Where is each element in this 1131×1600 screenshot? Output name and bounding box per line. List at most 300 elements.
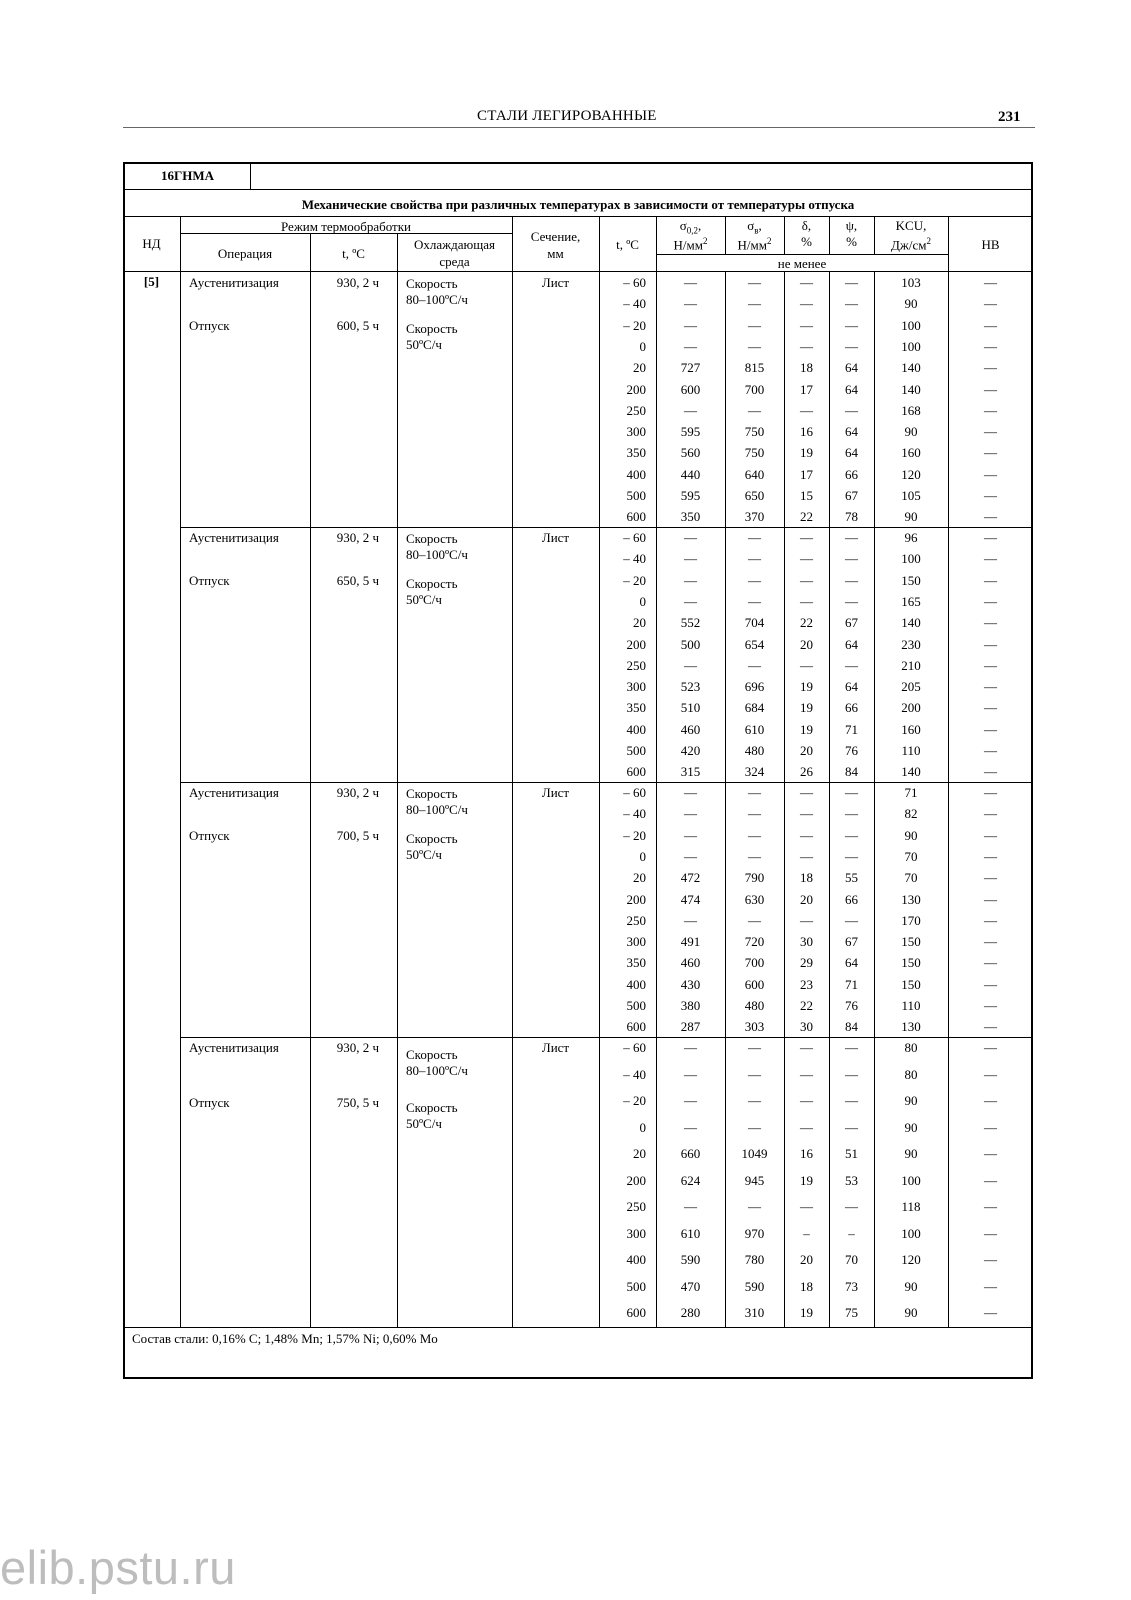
value-sigmab: — — [748, 1040, 761, 1055]
value-delta: 30 — [800, 1019, 813, 1035]
value-kcu: 165 — [901, 593, 921, 609]
cooling-rate-2: Скорость — [406, 576, 458, 591]
value-hb: — — [984, 1252, 997, 1267]
test-temperature: 0 — [639, 848, 646, 864]
header-test-temp: t, ºС — [616, 237, 639, 252]
test-temperature: 20 — [633, 870, 646, 886]
value-psi: 71 — [845, 721, 858, 737]
value-psi: 64 — [845, 381, 858, 397]
operation-tempering: Отпуск — [189, 1095, 230, 1110]
value-kcu: 140 — [901, 615, 921, 631]
value-sigmab: 790 — [744, 870, 765, 886]
value-delta: — — [800, 848, 813, 864]
test-temperature: 400 — [626, 466, 646, 482]
value-sigma02: — — [684, 1199, 697, 1214]
value-sigma02: 552 — [680, 615, 701, 631]
value-psi: 64 — [845, 445, 858, 461]
value-delta: 26 — [800, 764, 813, 780]
value-kcu: 80 — [904, 1040, 918, 1055]
value-hb: — — [984, 636, 997, 652]
test-temperature: 20 — [633, 360, 646, 376]
value-kcu: 110 — [901, 743, 921, 758]
value-hb: — — [984, 1199, 997, 1214]
cooling-rate-2: Скорость — [406, 321, 458, 336]
value-kcu: 130 — [901, 1019, 921, 1035]
value-delta: 20 — [800, 1252, 813, 1267]
value-hb: — — [984, 806, 997, 822]
header-sigma02-1: $\sigma_{0,2}$, — [679, 218, 702, 236]
header-sigma02-2: $Н/мм^2$ — [673, 236, 708, 253]
header-rule — [123, 127, 1035, 128]
value-kcu: 90 — [904, 827, 918, 843]
value-kcu: 170 — [901, 912, 921, 928]
value-sigma02: 474 — [680, 891, 701, 907]
value-psi: 64 — [845, 955, 858, 971]
value-hb: — — [984, 424, 997, 440]
value-psi: 67 — [845, 615, 858, 631]
value-sigma02: 560 — [680, 445, 701, 461]
cooling-rate-1: Скорость — [406, 1047, 458, 1062]
value-psi: — — [845, 530, 858, 545]
header-operation: Операция — [217, 246, 273, 261]
value-sigmab: — — [748, 572, 761, 588]
value-sigma02: 440 — [680, 466, 701, 482]
value-sigma02: — — [684, 572, 697, 588]
value-sigmab: 640 — [744, 466, 765, 482]
value-psi: 76 — [845, 998, 858, 1013]
test-temperature: 250 — [626, 912, 646, 928]
value-psi: — — [845, 593, 858, 609]
value-kcu: 140 — [901, 764, 921, 780]
operation-tempering: Отпуск — [189, 828, 230, 843]
test-temperature: – 40 — [623, 1066, 646, 1082]
value-sigma02: — — [684, 402, 697, 418]
value-sigma02: — — [684, 551, 697, 567]
value-sigma02: 510 — [680, 700, 701, 716]
value-sigmab: — — [748, 402, 761, 418]
value-sigma02: 600 — [680, 381, 701, 397]
value-kcu: 120 — [901, 466, 921, 482]
value-hb: — — [984, 296, 997, 312]
value-delta: 15 — [800, 488, 813, 503]
test-temperature: 20 — [633, 1146, 646, 1161]
value-kcu: 205 — [901, 679, 921, 695]
value-sigma02: 280 — [680, 1305, 701, 1320]
col-line-tt — [397, 233, 398, 1327]
value-delta: — — [800, 551, 813, 567]
value-kcu: 90 — [904, 1146, 918, 1161]
value-hb: — — [984, 1066, 997, 1082]
value-hb: — — [984, 615, 997, 631]
value-sigma02: 595 — [680, 488, 701, 503]
value-sigma02: 430 — [680, 976, 701, 992]
value-hb: — — [984, 998, 997, 1013]
value-sigmab: 704 — [744, 615, 765, 631]
value-psi: — — [845, 1066, 858, 1082]
value-sigmab: — — [748, 338, 761, 354]
test-temperature: – 20 — [623, 827, 646, 843]
value-sigmab: 700 — [744, 955, 765, 971]
header-delta-1: δ, — [801, 218, 812, 233]
value-kcu: 70 — [904, 870, 918, 886]
value-hb: — — [984, 1278, 997, 1294]
value-hb: — — [984, 1093, 997, 1108]
test-temperature: 250 — [626, 402, 646, 418]
austenitization-temp: 930, 2 ч — [336, 785, 379, 800]
cooling-rate-1-value: 80–100ºС/ч — [406, 292, 468, 307]
value-sigmab: — — [748, 593, 761, 609]
value-psi: — — [845, 317, 858, 333]
col-line-cool — [512, 216, 513, 1327]
value-psi: 64 — [845, 636, 858, 652]
value-hb: — — [984, 1172, 997, 1188]
value-sigmab: — — [748, 551, 761, 567]
value-hb: — — [984, 1305, 997, 1320]
value-delta: 19 — [800, 1172, 813, 1188]
value-sigma02: 420 — [680, 743, 701, 758]
tempering-temp: 750, 5 ч — [336, 1095, 379, 1110]
test-temperature: 400 — [626, 721, 646, 737]
value-psi: 64 — [845, 679, 858, 695]
value-hb: — — [984, 827, 997, 843]
value-hb: — — [984, 381, 997, 397]
test-temperature: 200 — [626, 1172, 646, 1188]
header-min: не менее — [777, 256, 827, 271]
value-delta: 18 — [800, 1278, 813, 1294]
value-sigma02: — — [684, 317, 697, 333]
value-psi: — — [845, 572, 858, 588]
value-psi: — — [845, 1093, 858, 1108]
cooling-rate-2-value: 50ºС/ч — [406, 847, 442, 862]
header-temp: t, ºС — [342, 246, 365, 261]
value-delta: 19 — [800, 721, 813, 737]
value-sigmab: 1049 — [741, 1146, 768, 1161]
cooling-rate-1: Скорость — [406, 786, 458, 801]
value-delta: — — [800, 785, 813, 800]
value-sigma02: 350 — [680, 509, 701, 525]
value-sigma02: 380 — [680, 998, 701, 1013]
value-kcu: 168 — [901, 402, 921, 418]
value-sigmab: 324 — [744, 764, 765, 780]
test-temperature: 400 — [626, 1252, 646, 1267]
value-kcu: 150 — [901, 934, 921, 950]
tempering-temp: 600, 5 ч — [336, 318, 379, 333]
test-temperature: 20 — [633, 615, 646, 631]
value-kcu: 140 — [901, 360, 921, 376]
value-sigmab: 630 — [744, 891, 765, 907]
value-psi: 51 — [845, 1146, 858, 1161]
cooling-rate-1-value: 80–100ºС/ч — [406, 802, 468, 817]
header-kcu-2: $Дж/см^2$ — [891, 236, 931, 253]
test-temperature: 200 — [626, 891, 646, 907]
value-hb: — — [984, 1119, 997, 1135]
value-hb: — — [984, 509, 997, 525]
cooling-rate-2-value: 50ºС/ч — [406, 337, 442, 352]
value-hb: — — [984, 1019, 997, 1035]
value-delta: — — [800, 530, 813, 545]
value-sigmab: 700 — [744, 381, 765, 397]
value-delta: — — [800, 1119, 813, 1135]
value-psi: 66 — [845, 466, 858, 482]
value-psi: — — [845, 827, 858, 843]
value-psi: — — [845, 1040, 858, 1055]
test-temperature: 250 — [626, 657, 646, 673]
cooling-rate-1: Скорость — [406, 531, 458, 546]
steel-grade: 16ГНМА — [160, 168, 215, 183]
value-sigma02: — — [684, 338, 697, 354]
header-kcu-1: KCU, — [895, 218, 927, 233]
value-hb: — — [984, 848, 997, 864]
value-delta: 29 — [800, 955, 813, 971]
value-delta: — — [800, 338, 813, 354]
value-sigmab: — — [748, 1066, 761, 1082]
section-type: Лист — [541, 530, 570, 545]
value-psi: — — [845, 785, 858, 800]
value-sigma02: — — [684, 1040, 697, 1055]
value-delta: 19 — [800, 1305, 813, 1320]
value-kcu: 160 — [901, 721, 921, 737]
value-sigma02: — — [684, 912, 697, 928]
value-sigma02: — — [684, 785, 697, 800]
test-temperature: – 40 — [623, 296, 646, 312]
test-temperature: 600 — [626, 764, 646, 780]
value-delta: — — [800, 275, 813, 290]
cooling-rate-2-value: 50ºС/ч — [406, 1116, 442, 1131]
value-sigma02: — — [684, 848, 697, 864]
value-psi: 75 — [845, 1305, 858, 1320]
value-delta: — — [800, 593, 813, 609]
value-hb: — — [984, 572, 997, 588]
value-hb: — — [984, 488, 997, 503]
title-row-bottom — [123, 216, 1033, 217]
value-kcu: 100 — [901, 1172, 921, 1188]
value-sigmab: 815 — [744, 360, 765, 376]
value-delta: — — [800, 827, 813, 843]
value-kcu: 150 — [901, 976, 921, 992]
value-hb: — — [984, 593, 997, 609]
value-sigmab: 654 — [744, 636, 765, 652]
value-sigma02: — — [684, 530, 697, 545]
test-temperature: – 20 — [623, 572, 646, 588]
operation-tempering: Отпуск — [189, 573, 230, 588]
value-sigma02: 610 — [680, 1225, 701, 1241]
value-hb: — — [984, 466, 997, 482]
value-sigmab: 684 — [744, 700, 765, 716]
value-delta: 17 — [800, 466, 813, 482]
section-type: Лист — [541, 275, 570, 290]
value-delta: 17 — [800, 381, 813, 397]
header-regime: Режим термообработки — [280, 219, 411, 234]
table-title: Механические свойства при различных температурах в зависимости от температуры отпуска — [301, 197, 855, 212]
col-line-op — [310, 233, 311, 1327]
value-sigmab: 945 — [744, 1172, 765, 1188]
value-kcu: 210 — [901, 657, 921, 673]
value-hb: — — [984, 955, 997, 971]
value-sigmab: — — [748, 1199, 761, 1214]
operation-austenitization: Аустенитизация — [189, 530, 279, 545]
value-kcu: 100 — [901, 317, 921, 333]
header-bottom — [123, 271, 1033, 272]
value-sigma02: 590 — [680, 1252, 701, 1267]
value-kcu: 230 — [901, 636, 921, 652]
watermark: elib.pstu.ru — [0, 1541, 236, 1594]
value-delta: — — [800, 1093, 813, 1108]
value-kcu: 160 — [901, 445, 921, 461]
value-delta: 16 — [800, 1146, 813, 1161]
value-kcu: 105 — [901, 488, 921, 503]
grade-divider — [250, 162, 251, 189]
test-temperature: – 40 — [623, 551, 646, 567]
value-sigma02: 315 — [680, 764, 701, 780]
header-delta-2: % — [801, 234, 812, 249]
value-delta: 19 — [800, 700, 813, 716]
value-psi: 78 — [845, 509, 858, 525]
value-delta: 19 — [800, 445, 813, 461]
value-delta: — — [800, 572, 813, 588]
value-sigma02: 460 — [680, 721, 701, 737]
value-kcu: 200 — [901, 700, 921, 716]
test-temperature: 500 — [626, 1278, 646, 1294]
test-temperature: 0 — [639, 338, 646, 354]
section-type: Лист — [541, 785, 570, 800]
value-kcu: 70 — [904, 848, 918, 864]
value-psi: 84 — [845, 1019, 858, 1035]
value-hb: — — [984, 700, 997, 716]
value-kcu: 150 — [901, 572, 921, 588]
test-temperature: – 60 — [623, 530, 646, 545]
value-psi: — — [845, 806, 858, 822]
value-kcu: 71 — [904, 785, 918, 800]
value-psi: — — [845, 1199, 858, 1214]
value-hb: — — [984, 912, 997, 928]
test-temperature: – 40 — [623, 806, 646, 822]
header-sigmab-1: $\sigma_в$, — [747, 218, 762, 236]
value-delta: 22 — [800, 998, 813, 1013]
value-sigmab: 370 — [744, 509, 765, 525]
value-sigmab: — — [748, 785, 761, 800]
value-kcu: 130 — [901, 891, 921, 907]
value-hb: — — [984, 1146, 997, 1161]
test-temperature: – 20 — [623, 317, 646, 333]
value-kcu: 120 — [901, 1252, 921, 1267]
value-psi: 67 — [845, 934, 858, 950]
test-temperature: – 60 — [623, 785, 646, 800]
value-sigma02: 472 — [680, 870, 701, 886]
value-kcu: 110 — [901, 998, 921, 1013]
value-sigmab: 780 — [744, 1252, 765, 1267]
header-cooling-2: среда — [439, 254, 470, 269]
value-sigmab: 696 — [744, 679, 765, 695]
value-hb: — — [984, 657, 997, 673]
value-hb: — — [984, 891, 997, 907]
test-temperature: 300 — [626, 424, 646, 440]
value-delta: 19 — [800, 679, 813, 695]
test-temperature: 500 — [626, 998, 646, 1013]
test-temperature: – 60 — [623, 1040, 646, 1055]
value-delta: — — [800, 912, 813, 928]
value-delta: 20 — [800, 743, 813, 758]
value-kcu: 96 — [904, 530, 918, 545]
test-temperature: 350 — [626, 445, 646, 461]
cooling-rate-1-value: 80–100ºС/ч — [406, 1063, 468, 1078]
value-sigmab: — — [748, 848, 761, 864]
value-sigmab: 480 — [744, 998, 765, 1013]
value-hb: — — [984, 743, 997, 758]
value-sigma02: 500 — [680, 636, 701, 652]
value-sigmab: — — [748, 275, 761, 290]
value-delta: 20 — [800, 636, 813, 652]
value-sigma02: 727 — [680, 360, 701, 376]
value-psi: 64 — [845, 424, 858, 440]
value-psi: 55 — [845, 870, 858, 886]
value-delta: 18 — [800, 870, 813, 886]
value-hb: — — [984, 870, 997, 886]
value-psi: 67 — [845, 488, 858, 503]
test-temperature: 500 — [626, 488, 646, 503]
value-sigmab: — — [748, 806, 761, 822]
value-kcu: 90 — [904, 424, 918, 440]
value-delta: — — [800, 296, 813, 312]
value-delta: 20 — [800, 891, 813, 907]
header-psi-1: ψ, — [845, 218, 858, 233]
value-sigma02: 523 — [680, 679, 701, 695]
value-sigma02: — — [684, 593, 697, 609]
operation-austenitization: Аустенитизация — [189, 1040, 279, 1055]
value-kcu: 82 — [904, 806, 918, 822]
value-hb: — — [984, 1040, 997, 1055]
value-hb: — — [984, 338, 997, 354]
value-kcu: 90 — [904, 509, 918, 525]
cooling-rate-2: Скорость — [406, 1100, 458, 1115]
value-hb: — — [984, 445, 997, 461]
value-psi: — — [845, 296, 858, 312]
value-sigma02: 595 — [680, 424, 701, 440]
value-sigma02: — — [684, 827, 697, 843]
value-hb: — — [984, 1225, 997, 1241]
value-sigmab: — — [748, 530, 761, 545]
value-psi: 53 — [845, 1172, 858, 1188]
value-psi: — — [845, 1119, 858, 1135]
value-psi: — — [845, 275, 858, 290]
min-row-top — [656, 254, 948, 255]
value-sigma02: — — [684, 1066, 697, 1082]
section-type: Лист — [541, 1040, 570, 1055]
test-temperature: – 20 — [623, 1093, 646, 1108]
value-hb: — — [984, 785, 997, 800]
value-hb: — — [984, 721, 997, 737]
value-sigmab: 480 — [744, 743, 765, 758]
cooling-rate-2: Скорость — [406, 831, 458, 846]
test-temperature: 300 — [626, 1225, 646, 1241]
test-temperature: – 60 — [623, 275, 646, 290]
test-temperature: 300 — [626, 934, 646, 950]
footer-top — [123, 1327, 1033, 1328]
operation-austenitization: Аустенитизация — [189, 785, 279, 800]
value-delta: 22 — [800, 509, 813, 525]
value-psi: 76 — [845, 743, 858, 758]
value-hb: — — [984, 934, 997, 950]
value-psi: – — [848, 1225, 855, 1241]
value-sigmab: 750 — [744, 424, 765, 440]
test-temperature: 0 — [639, 593, 646, 609]
test-temperature: 300 — [626, 679, 646, 695]
value-delta: — — [800, 806, 813, 822]
value-delta: 18 — [800, 360, 813, 376]
value-sigma02: 470 — [680, 1278, 701, 1294]
block-separator — [180, 1037, 1033, 1038]
test-temperature: 400 — [626, 976, 646, 992]
value-sigma02: 624 — [680, 1172, 701, 1188]
